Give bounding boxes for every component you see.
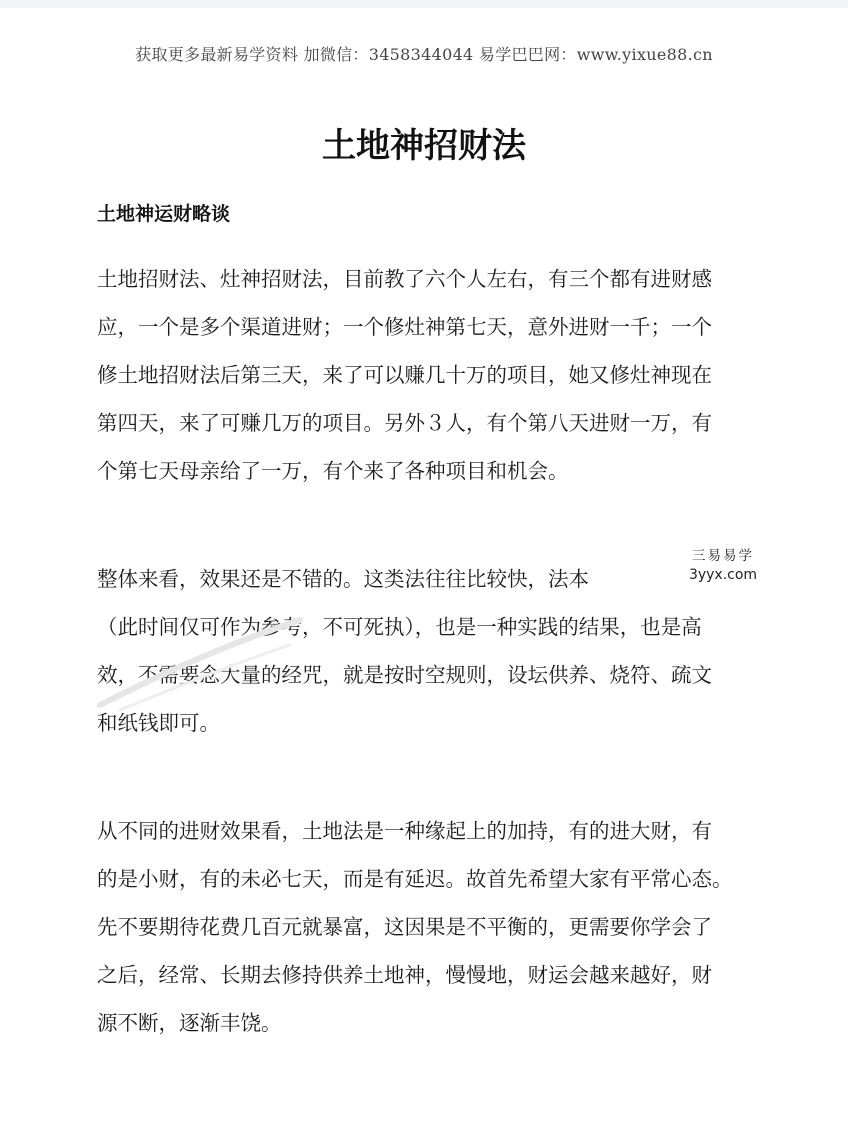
- header-note: 获取更多最新易学资料 加微信：3458344044 易学巴巴网：www.yixue88.cn: [135, 45, 713, 64]
- paragraph-2: [97, 555, 737, 747]
- watermark-url: 3yyx.com: [688, 567, 758, 583]
- top-strip: [0, 0, 848, 8]
- paragraph-line: 从不同的进财效果看，土地法是一种缘起上的加持，有的进大财，有: [97, 819, 712, 843]
- paragraph-line: 之后，经常、长期去修持供养土地神，慢慢地，财运会越来越好，财: [97, 963, 712, 987]
- paragraph-line: 土地招财法、灶神招财法，目前教了六个人左右，有三个都有进财感: [97, 267, 712, 291]
- paragraph-line: 效，不需要念大量的经咒，就是按时空规则，设坛供养、烧符、疏文: [97, 663, 712, 687]
- watermark-name: 三易易学: [692, 548, 754, 564]
- paragraph-line: 整体来看，效果还是不错的。这类法往往比较快，法本: [97, 567, 589, 591]
- document-title: 土地神招财法: [322, 126, 526, 166]
- paragraph-line: 和纸钱即可。: [97, 711, 220, 735]
- paragraph-line: （此时间仅可作为参考，不可死执），也是一种实践的结果，也是高: [97, 615, 702, 639]
- paragraph-line: 的是小财，有的未必七天，而是有延迟。故首先希望大家有平常心态。: [97, 867, 733, 891]
- paragraph-line: 个第七天母亲给了一万，有个来了各种项目和机会。: [97, 459, 569, 483]
- watermark: [668, 540, 778, 592]
- paragraph-line: 应，一个是多个渠道进财；一个修灶神第七天，意外进财一千；一个: [97, 315, 712, 339]
- paragraph-line: 先不要期待花费几百元就暴富，这因果是不平衡的，更需要你学会了: [97, 915, 712, 939]
- paragraph-line: 修土地招财法后第三天，来了可以赚几十万的项目，她又修灶神现在: [97, 363, 712, 387]
- paragraph-1: [97, 255, 737, 495]
- paragraph-line: 第四天，来了可赚几万的项目。另外３人，有个第八天进财一万，有: [97, 411, 712, 435]
- section-heading: 土地神运财略谈: [97, 203, 231, 225]
- paragraph-3: [97, 807, 737, 1047]
- paragraph-line: 源不断，逐渐丰饶。: [97, 1011, 282, 1035]
